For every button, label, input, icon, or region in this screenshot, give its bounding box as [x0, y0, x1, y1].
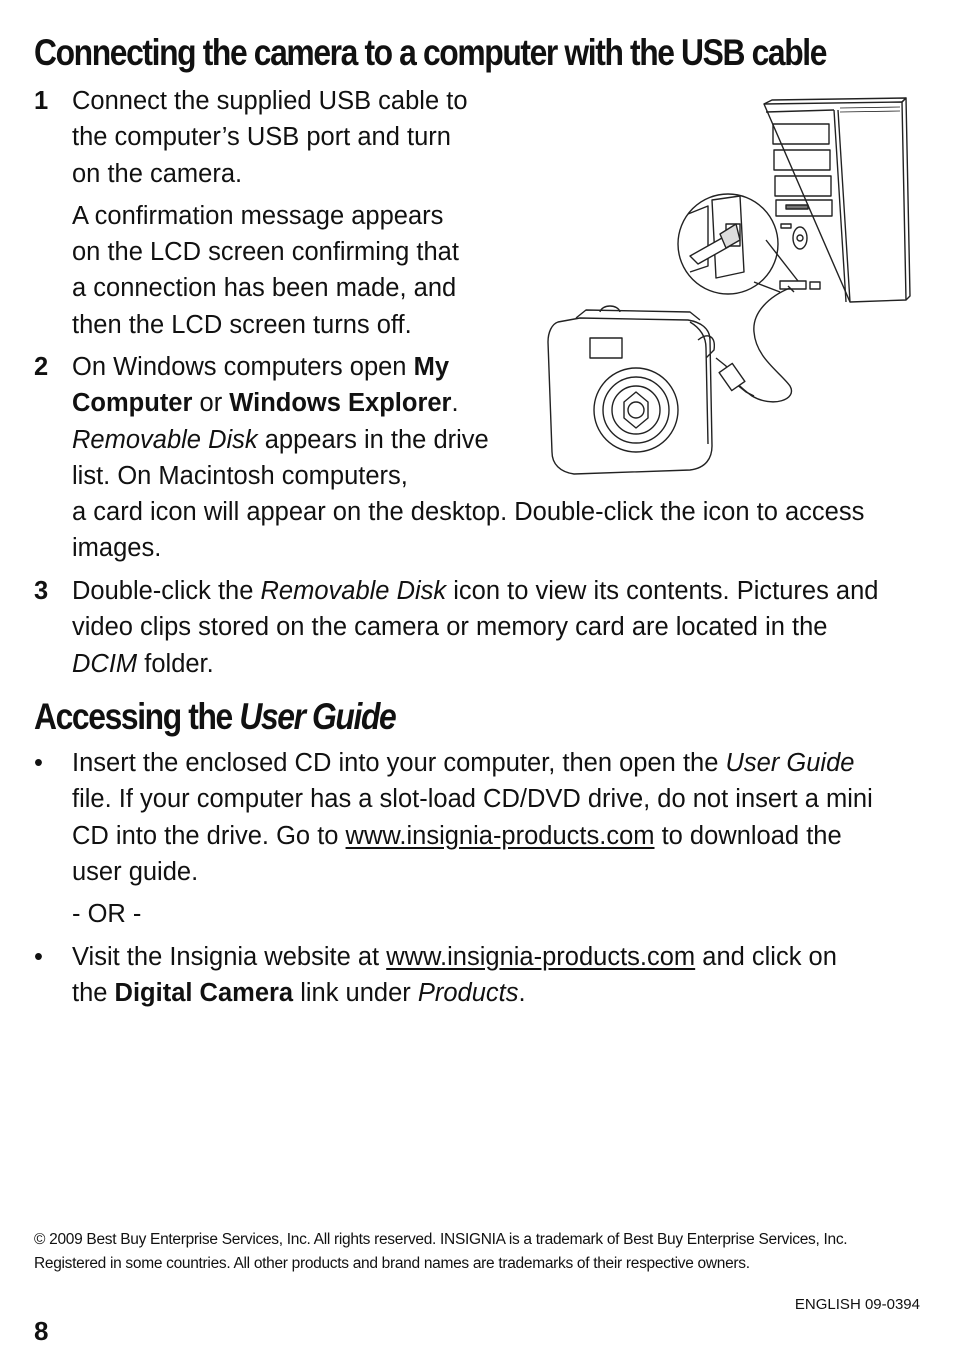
heading-accessing-user-guide: [34, 696, 395, 738]
text-run: Double-click the: [72, 577, 261, 605]
text-run: On Windows computers open: [72, 353, 414, 381]
step-number: 1: [34, 87, 49, 115]
text-run: Accessing the: [34, 696, 240, 737]
term-removable-disk: Removable Disk: [260, 577, 447, 605]
or-separator: - OR -: [72, 900, 142, 929]
text-run: .: [518, 979, 526, 1008]
text-run: the: [72, 979, 115, 1008]
copyright-notice: [34, 1228, 924, 1276]
bullet-text-line: [72, 939, 922, 975]
term-removable-disk: Removable Disk: [72, 425, 258, 454]
bullet-text-line: file. If your computer has a slot-load CD/DVD drive, do not insert a mini: [72, 785, 873, 814]
text-run: .: [451, 389, 459, 418]
text-run: link under: [293, 979, 418, 1008]
step-text-line: on the camera.: [72, 159, 243, 188]
text-run: folder.: [137, 649, 214, 678]
text-run: Visit the Insignia website at: [72, 943, 387, 971]
text-run: User Guide: [239, 696, 396, 737]
step-note-line: on the LCD screen confirming that: [72, 238, 459, 267]
menu-name-windows-explorer: Windows Explorer: [229, 389, 452, 418]
step-number: 2: [34, 353, 49, 381]
step-text-line: [72, 573, 922, 609]
term-user-guide: User Guide: [725, 749, 855, 777]
step-text-line: Connect the supplied USB cable to: [72, 87, 468, 115]
text-run: CD into the drive. Go to: [72, 821, 346, 850]
heading-connecting: Connecting the camera to a computer with the USB cable: [34, 32, 827, 73]
step-text-line: [72, 646, 922, 682]
step-note-line: a connection has been made, and: [72, 274, 457, 303]
copyright-line: © 2009 Best Buy Enterprise Services, Inc. All rights reserved. INSIGNIA is a trademark of Best Buy Enterprise Services, Inc.: [34, 1231, 848, 1248]
text-run: to download the: [654, 821, 842, 850]
copyright-line: Registered in some countries. All other products and brand names are trademarks of their respective owners.: [34, 1255, 750, 1272]
term-products: Products: [417, 979, 519, 1008]
website-link[interactable]: www.insignia-products.com: [386, 943, 696, 971]
bullet-text-line: [72, 975, 922, 1011]
menu-name-my-computer: My: [413, 353, 450, 381]
page-number: 8: [34, 1316, 49, 1346]
bullet-text-line: [72, 818, 922, 854]
step-text-line: list. On Macintosh computers,: [72, 461, 408, 490]
step-text-line: video clips stored on the camera or memory card are located in the: [72, 613, 828, 642]
text-run: and click on: [695, 943, 837, 971]
text-run: icon to view its contents. Pictures and: [446, 577, 879, 605]
document-id: ENGLISH 09-0394: [794, 1296, 920, 1313]
step-text-line: the computer’s USB port and turn: [72, 123, 451, 152]
term-dcim: DCIM: [72, 649, 138, 678]
text-run: Insert the enclosed CD into your computer, then open the: [72, 749, 726, 777]
link-name-digital-camera: Digital Camera: [114, 979, 294, 1008]
step-note-line: A confirmation message appears: [72, 201, 444, 230]
step-note-line: then the LCD screen turns off.: [72, 310, 412, 339]
menu-name-my-computer-cont: Computer: [72, 389, 193, 418]
bullet-text-line: [72, 745, 922, 781]
website-link[interactable]: www.insignia-products.com: [345, 821, 655, 850]
camera-usb-computer-illustration-icon: [540, 96, 912, 478]
bullet-icon: •: [34, 749, 43, 777]
step-number: 3: [34, 577, 49, 605]
bullet-icon: •: [34, 943, 43, 971]
step-text-line: images.: [72, 534, 162, 563]
text-run: appears in the drive: [257, 425, 489, 454]
step-text-line: a card icon will appear on the desktop. Double-click the icon to access: [72, 498, 865, 527]
text-run: or: [192, 389, 230, 418]
bullet-text-line: user guide.: [72, 857, 199, 886]
